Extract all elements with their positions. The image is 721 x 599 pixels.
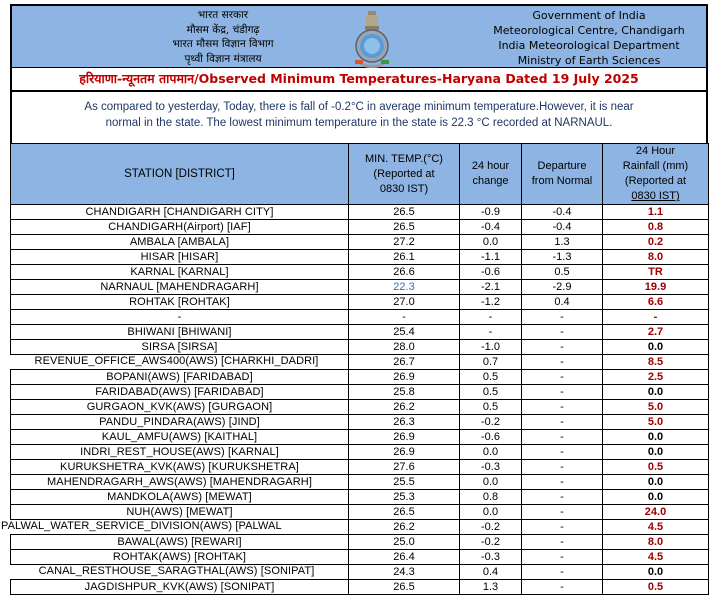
min-temp-cell: 26.5 [349, 205, 460, 220]
station-cell [11, 355, 349, 370]
rainfall-cell: 0.0 [603, 340, 709, 355]
departure-cell: - [522, 535, 603, 550]
departure-cell: - [522, 340, 603, 355]
departure-cell: - [522, 385, 603, 400]
change-cell: -0.6 [460, 265, 522, 280]
departure-cell: - [522, 460, 603, 475]
header-line: Departure [537, 160, 587, 172]
change-cell: 0.8 [460, 490, 522, 505]
min-temp-cell: 26.6 [349, 265, 460, 280]
page-title: हरियाणा-न्यूनतम तापमान/Observed Minimum Temperatures-Haryana Dated 19 July 2025 [10, 68, 708, 92]
min-temp-cell: 25.5 [349, 475, 460, 490]
station-cell: BAWAL(AWS) [REWARI] [11, 535, 349, 550]
departure-cell: - [522, 325, 603, 340]
station-cell: KURUKSHETRA_KVK(AWS) [KURUKSHETRA] [11, 460, 349, 475]
table-row [11, 265, 709, 280]
hindi-line: पृथ्वी विज्ञान मंत्रालय [184, 52, 262, 65]
temperature-table [1, 143, 709, 595]
rainfall-cell: 0.5 [603, 460, 709, 475]
change-cell: -0.2 [460, 520, 522, 535]
table-row [11, 370, 709, 385]
change-cell: -2.1 [460, 280, 522, 295]
departure-cell: - [522, 310, 603, 325]
table-row [11, 235, 709, 250]
rainfall-cell: 4.5 [603, 550, 709, 565]
rainfall-cell: 5.0 [603, 415, 709, 430]
rainfall-cell: 0.0 [603, 475, 709, 490]
min-temp-cell: 27.6 [349, 460, 460, 475]
english-header [464, 8, 714, 68]
departure-cell: - [522, 520, 603, 535]
min-temp-cell: 26.5 [349, 580, 460, 595]
header-line: (Reported at [624, 175, 687, 187]
table-row [11, 445, 709, 460]
departure-cell: - [522, 355, 603, 370]
summary-line: As compared to yesterday, Today, there is fall of -0.2°C in average minimum temperature.However, it is near [84, 101, 634, 113]
table-row [11, 430, 709, 445]
header-line: (Reported at [373, 167, 435, 180]
station-cell: KARNAL [KARNAL] [11, 265, 349, 280]
departure-cell: -2.9 [522, 280, 603, 295]
table-row [11, 385, 709, 400]
col-header-rainfall [603, 144, 709, 205]
min-temp-cell: 25.4 [349, 325, 460, 340]
header-banner [10, 4, 708, 68]
table-row [11, 280, 709, 295]
station-cell: BHIWANI [BHIWANI] [11, 325, 349, 340]
imd-emblem-icon [351, 10, 393, 68]
station-cell: - [11, 310, 349, 325]
change-cell: -1.1 [460, 250, 522, 265]
hindi-line: भारत सरकार [197, 9, 249, 21]
change-cell: -1.0 [460, 340, 522, 355]
station-cell: KAUL_AMFU(AWS) [KAITHAL] [11, 430, 349, 445]
table-header-row [11, 144, 709, 205]
rainfall-cell: 1.1 [603, 205, 709, 220]
departure-cell: 1.3 [522, 235, 603, 250]
station-cell: HISAR [HISAR] [11, 250, 349, 265]
station-name: REVENUE_OFFICE_AWS400(AWS) [CHARKHI_DADRI] [34, 355, 319, 367]
station-cell [11, 565, 349, 580]
min-temp-cell: 22.3 [349, 280, 460, 295]
header-line: 0830 IST) [379, 182, 429, 195]
station-cell: ROHTAK(AWS) [ROHTAK] [11, 550, 349, 565]
min-temp-cell: 26.9 [349, 370, 460, 385]
station-cell: INDRI_REST_HOUSE(AWS) [KARNAL] [11, 445, 349, 460]
departure-cell: - [522, 505, 603, 520]
table-row [11, 220, 709, 235]
rainfall-cell: 8.0 [603, 535, 709, 550]
station-cell: GURGAON_KVK(AWS) [GURGAON] [11, 400, 349, 415]
col-header-min-temp [349, 144, 460, 205]
min-temp-cell: 26.3 [349, 415, 460, 430]
change-cell: - [460, 325, 522, 340]
min-temp-cell: 24.3 [349, 565, 460, 580]
min-temp-cell: 26.1 [349, 250, 460, 265]
table-row [11, 535, 709, 550]
departure-cell: -0.4 [522, 220, 603, 235]
hindi-header [98, 8, 348, 66]
departure-cell: - [522, 415, 603, 430]
english-line: Government of India [532, 9, 646, 22]
header-line: change [472, 175, 509, 187]
min-temp-cell: 26.4 [349, 550, 460, 565]
rainfall-cell: 0.0 [603, 565, 709, 580]
col-header-departure [522, 144, 603, 205]
station-cell: SIRSA [SIRSA] [11, 340, 349, 355]
change-cell: -0.6 [460, 430, 522, 445]
table-row [11, 250, 709, 265]
table-row [11, 415, 709, 430]
change-cell: -0.2 [460, 535, 522, 550]
station-cell: ROHTAK [ROHTAK] [11, 295, 349, 310]
table-row [11, 295, 709, 310]
rainfall-cell: 0.8 [603, 220, 709, 235]
station-name: CANAL_RESTHOUSE_SARAGTHAL(AWS) [SONIPAT] [38, 565, 315, 577]
summary-text [10, 92, 708, 143]
departure-cell: - [522, 430, 603, 445]
departure-cell: - [522, 580, 603, 595]
table-row [11, 565, 709, 580]
station-cell: AMBALA [AMBALA] [11, 235, 349, 250]
departure-cell: - [522, 565, 603, 580]
table-row [11, 205, 709, 220]
change-cell: -0.3 [460, 460, 522, 475]
table-row [11, 520, 709, 535]
station-cell: FARIDABAD(AWS) [FARIDABAD] [11, 385, 349, 400]
table-row [11, 325, 709, 340]
departure-cell: - [522, 475, 603, 490]
change-cell: 0.0 [460, 505, 522, 520]
min-temp-cell: 26.2 [349, 400, 460, 415]
table-row [11, 505, 709, 520]
change-cell: 0.5 [460, 385, 522, 400]
change-cell: -0.2 [460, 415, 522, 430]
min-temp-cell: 26.9 [349, 430, 460, 445]
rainfall-cell: 0.0 [603, 385, 709, 400]
change-cell: 0.5 [460, 370, 522, 385]
rainfall-cell: - [603, 310, 709, 325]
header-line: 24 hour [471, 160, 510, 172]
rainfall-cell: 24.0 [603, 505, 709, 520]
departure-cell: - [522, 550, 603, 565]
station-cell: MANDKOLA(AWS) [MEWAT] [11, 490, 349, 505]
rainfall-cell: 0.0 [603, 490, 709, 505]
min-temp-cell: 26.5 [349, 220, 460, 235]
rainfall-cell: 2.7 [603, 325, 709, 340]
table-row [11, 400, 709, 415]
min-temp-cell: 28.0 [349, 340, 460, 355]
min-temp-cell: 25.3 [349, 490, 460, 505]
min-temp-cell: 25.8 [349, 385, 460, 400]
departure-cell: -0.4 [522, 205, 603, 220]
rainfall-cell: 5.0 [603, 400, 709, 415]
rainfall-cell: TR [603, 265, 709, 280]
change-cell: - [460, 310, 522, 325]
station-cell: CHANDIGARH(Airport) [IAF] [11, 220, 349, 235]
hindi-line: भारत मौसम विज्ञान विभाग [172, 38, 274, 50]
min-temp-cell: 27.0 [349, 295, 460, 310]
rainfall-cell: 6.6 [603, 295, 709, 310]
station-name: PALWAL_WATER_SERVICE_DIVISION(AWS) [PALWAL [1, 520, 282, 532]
table-row [11, 490, 709, 505]
header-line: MIN. TEMP.(°C) [365, 152, 443, 165]
rainfall-cell: 0.2 [603, 235, 709, 250]
min-temp-cell: - [349, 310, 460, 325]
hindi-line: मौसम केंद्र, चंडीगढ़ [186, 23, 260, 36]
change-cell: 0.0 [460, 445, 522, 460]
summary-line: normal in the state. The lowest minimum temperature in the state is 22.3 °C recorded at NARNAUL. [105, 117, 613, 129]
change-cell: -0.4 [460, 220, 522, 235]
table-row [11, 550, 709, 565]
station-cell: BOPANI(AWS) [FARIDABAD] [11, 370, 349, 385]
rainfall-cell: 8.0 [603, 250, 709, 265]
rainfall-cell: 0.5 [603, 580, 709, 595]
header-line: 0830 IST) [631, 190, 680, 202]
station-cell [1, 520, 349, 535]
change-cell: 0.4 [460, 565, 522, 580]
table-row [11, 580, 709, 595]
station-cell: PANDU_PINDARA(AWS) [JIND] [11, 415, 349, 430]
table-body [1, 205, 709, 595]
departure-cell: - [522, 445, 603, 460]
english-line: Ministry of Earth Sciences [517, 54, 661, 67]
departure-cell: - [522, 370, 603, 385]
header-line: Rainfall (mm) [622, 160, 689, 172]
station-cell: CHANDIGARH [CHANDIGARH CITY] [11, 205, 349, 220]
change-cell: 0.0 [460, 475, 522, 490]
col-header-station: STATION [DISTRICT] [11, 144, 349, 205]
station-cell: NUH(AWS) [MEWAT] [11, 505, 349, 520]
english-line: India Meteorological Department [498, 39, 680, 52]
change-cell: 0.7 [460, 355, 522, 370]
bulletin-sheet [1, 4, 708, 595]
rainfall-cell: 0.0 [603, 430, 709, 445]
departure-cell: 0.4 [522, 295, 603, 310]
station-cell: JAGDISHPUR_KVK(AWS) [SONIPAT] [11, 580, 349, 595]
change-cell: -0.3 [460, 550, 522, 565]
departure-cell: -1.3 [522, 250, 603, 265]
table-row [11, 310, 709, 325]
change-cell: 0.0 [460, 235, 522, 250]
rainfall-cell: 4.5 [603, 520, 709, 535]
min-temp-cell: 25.0 [349, 535, 460, 550]
rainfall-cell: 19.9 [603, 280, 709, 295]
departure-cell: 0.5 [522, 265, 603, 280]
table-row [11, 460, 709, 475]
min-temp-cell: 26.9 [349, 445, 460, 460]
min-temp-cell: 26.7 [349, 355, 460, 370]
header-line: from Normal [531, 175, 593, 187]
rainfall-cell: 8.5 [603, 355, 709, 370]
change-cell: 1.3 [460, 580, 522, 595]
col-header-24h-change [460, 144, 522, 205]
english-line: Meteorological Centre, Chandigarh [493, 24, 685, 37]
change-cell: -0.9 [460, 205, 522, 220]
rainfall-cell: 2.5 [603, 370, 709, 385]
change-cell: -1.2 [460, 295, 522, 310]
min-temp-cell: 27.2 [349, 235, 460, 250]
min-temp-cell: 26.2 [349, 520, 460, 535]
header-line: 24 Hour [635, 145, 676, 157]
change-cell: 0.5 [460, 400, 522, 415]
departure-cell: - [522, 400, 603, 415]
table-row [11, 340, 709, 355]
table-row [11, 355, 709, 370]
station-cell: NARNAUL [MAHENDRAGARH] [11, 280, 349, 295]
departure-cell: - [522, 490, 603, 505]
table-row [11, 475, 709, 490]
min-temp-cell: 26.5 [349, 505, 460, 520]
rainfall-cell: 0.0 [603, 445, 709, 460]
station-cell: MAHENDRAGARH_AWS(AWS) [MAHENDRAGARH] [11, 475, 349, 490]
